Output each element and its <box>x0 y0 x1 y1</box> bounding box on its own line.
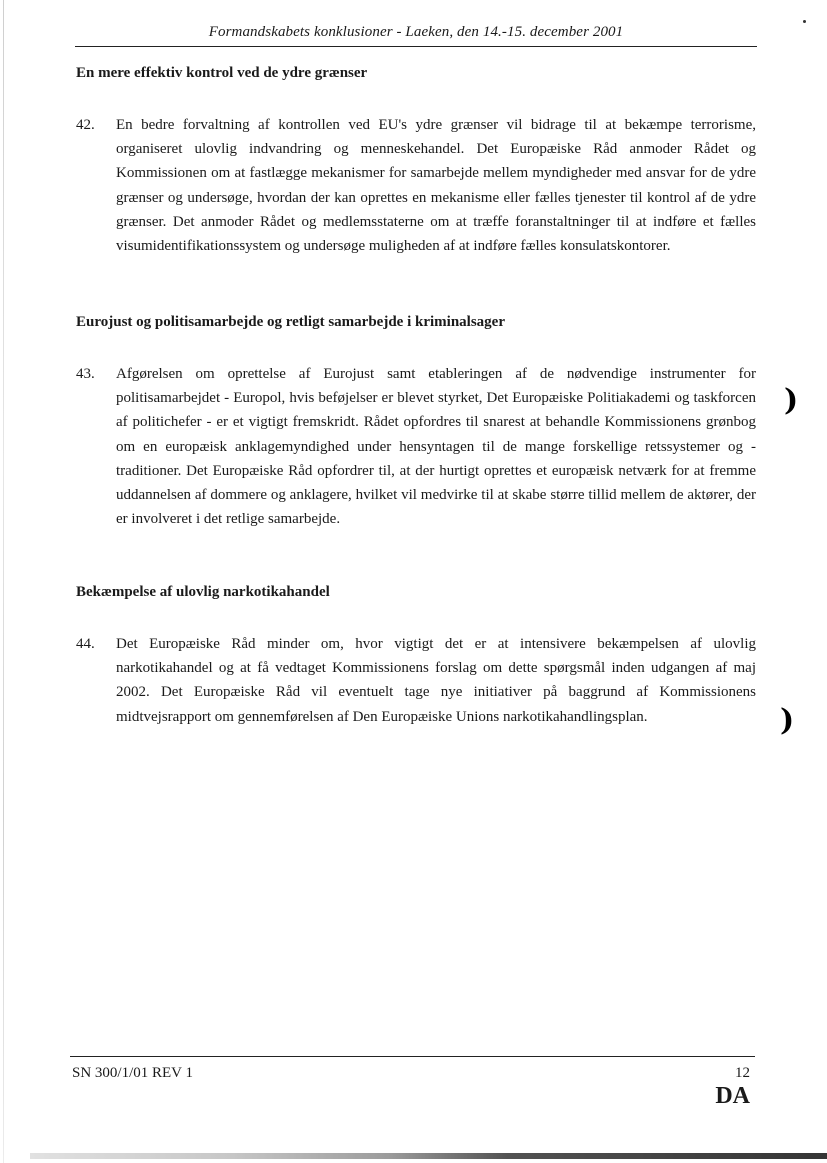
scan-speck <box>803 20 806 23</box>
paragraph-number: 42. <box>76 117 95 133</box>
paragraph-number: 44. <box>76 636 95 652</box>
footer-rule <box>70 1056 755 1057</box>
paragraph-text: Det Europæiske Råd minder om, hvor vigtigt det er at intensivere bekæmpelsen af ulovlig narkotikahandel og at få vedtaget Kommissionens forslag om dette spørgsmål inden udgangen af maj 2002. Det Europæiske Råd vil eventuelt tage nye initiativer på baggrund af Kommissionens midtvejsrapport om gennemførelsen af Den Europæiske Unions narkotikahandlingsplan. <box>116 636 756 725</box>
section-heading-eurojust: Eurojust og politisamarbejde og retligt samarbejde i kriminalsager <box>76 314 505 330</box>
section-heading-external-borders: En mere effektiv kontrol ved de ydre grænser <box>76 65 368 81</box>
page-number: 12 <box>735 1065 750 1081</box>
paragraph-44 <box>76 632 756 729</box>
paragraph-text: Afgørelsen om oprettelse af Eurojust samt etableringen af de nødvendige instrumenter for politisamarbejdet - Europol, hvis beføjelser er blevet styrket, Det Europæiske Politiakademi og taskforcen af politichefer - er et vigtigt fremskridt. Rådet opfordres til snarest at behandle Kommissionens grønbog om en europæisk anklagemyndighed under hensyntagen til de mange forskellige retssystemer og -traditioner. Det Europæiske Råd opfordrer til, at der hurtigt oprettes et europæisk netværk for at fremme uddannelsen af dommere og anklagere, hvilket vil medvirke til at skabe større tillid mellem de aktører, der er involveret i det retlige samarbejde. <box>116 366 756 528</box>
header-rule <box>75 46 757 47</box>
scan-left-edge <box>3 0 4 1163</box>
scan-bottom-edge <box>30 1153 827 1159</box>
paragraph-43 <box>76 362 756 531</box>
paragraph-42 <box>76 113 756 258</box>
language-code: DA <box>715 1083 750 1109</box>
margin-mark: ) <box>780 703 795 738</box>
paragraph-number: 43. <box>76 366 95 382</box>
document-reference: SN 300/1/01 REV 1 <box>72 1065 193 1081</box>
margin-mark: ) <box>784 383 799 418</box>
running-header: Formandskabets konklusioner - Laeken, den 14.-15. december 2001 <box>208 24 624 40</box>
section-heading-narcotics: Bekæmpelse af ulovlig narkotikahandel <box>76 584 330 600</box>
paragraph-text: En bedre forvaltning af kontrollen ved EU's ydre grænser vil bidrage til at bekæmpe terrorisme, organiseret ulovlig indvandring og menneskehandel. Det Europæiske Råd anmoder Rådet og Kommissionen om at fastlægge mekanismer for samarbejde mellem myndigheder med ansvar for de ydre grænser og undersøge, hvordan der kan oprettes en mekanisme eller fælles tjenester til kontrol af de ydre grænser. Det anmoder Rådet og medlemsstaterne om at træffe foranstaltninger til at indføre et fælles visumidentifikationssystem og undersøge muligheden af at indføre fælles konsulatskontorer. <box>116 117 756 255</box>
